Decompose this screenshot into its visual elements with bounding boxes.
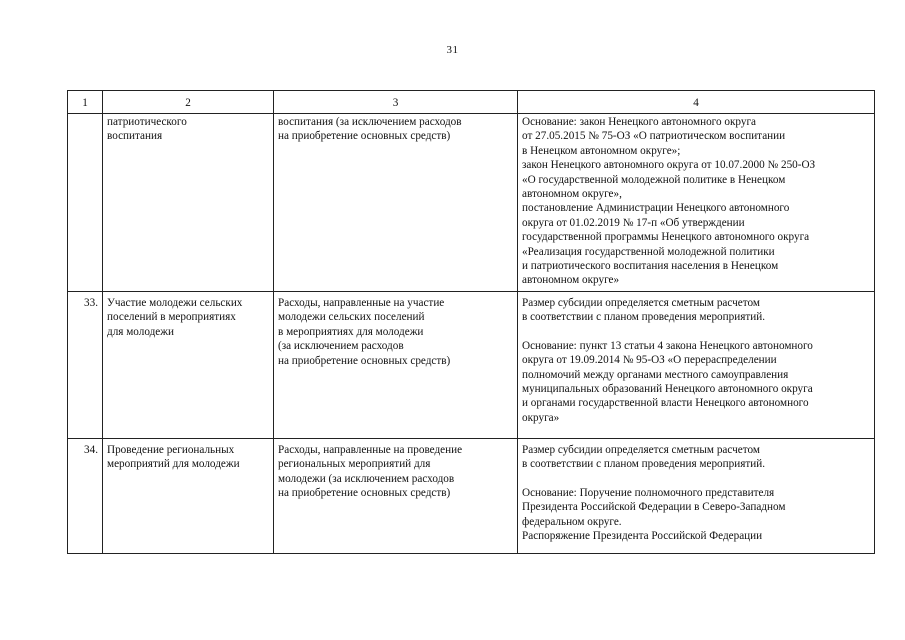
text-line: Основание: пункт 13 статьи 4 закона Ненецкого автономного	[522, 339, 813, 352]
text-line: полномочий между органами местного самоуправления	[522, 368, 789, 381]
text-line: муниципальных образований Ненецкого автономного округа	[522, 383, 813, 396]
expenses-cell	[274, 439, 518, 554]
basis-cell	[518, 439, 875, 554]
text-line: молодежи сельских поселений	[278, 311, 425, 324]
text-line: молодежи (за исключением расходов	[278, 472, 455, 485]
text-line: Расходы, направленные на проведение	[278, 444, 463, 456]
text-line: Размер субсидии определяется сметным расчетом	[522, 444, 760, 456]
text-line: закон Ненецкого автономного округа от 10.07.2000 № 250-ОЗ	[522, 159, 816, 172]
expenses-cell	[274, 292, 518, 439]
activity-name-cell	[103, 114, 274, 292]
text-line: Распоряжение Президента Российской Федерации	[522, 530, 763, 543]
text-line: Основание: Поручение полномочного представителя	[522, 486, 775, 499]
text-line: Расходы, направленные на участие	[278, 297, 445, 309]
text-line: округа»	[522, 411, 560, 424]
text-line: Участие молодежи сельских	[107, 297, 243, 309]
text-line: в соответствии с планом проведения мероприятий.	[522, 458, 766, 471]
text-line: воспитания (за исключением расходов	[278, 116, 462, 128]
text-line: автономном округе»	[522, 274, 620, 287]
text-line: (за исключением расходов	[278, 340, 404, 353]
text-line: и патриотического воспитания населения в Ненецком	[522, 260, 779, 273]
table-header-row	[68, 91, 875, 114]
text-line: постановление Администрации Ненецкого автономного	[522, 202, 790, 215]
text-line: округа от 19.09.2014 № 95-ОЗ «О перераспределении	[522, 354, 777, 367]
column-header-4: 4	[518, 91, 875, 114]
row-number-cell: 34.	[68, 439, 103, 554]
column-header-2: 2	[103, 91, 274, 114]
text-line: для молодежи	[107, 325, 174, 338]
text-line: в соответствии с планом проведения мероприятий.	[522, 311, 766, 324]
text-line: поселений в мероприятиях	[107, 311, 236, 324]
text-line: от 27.05.2015 № 75-ОЗ «О патриотическом воспитании	[522, 130, 786, 143]
expenses-cell	[274, 114, 518, 292]
text-line	[522, 472, 870, 486]
text-line: «Реализация государственной молодежной политики	[522, 245, 775, 258]
subsidy-table	[67, 90, 875, 554]
column-header-3: 3	[274, 91, 518, 114]
table-row	[68, 114, 875, 292]
text-line: федеральном округе.	[522, 515, 622, 528]
text-line: воспитания	[107, 130, 163, 143]
text-line: автономном округе»,	[522, 188, 622, 201]
text-line: на приобретение основных средств)	[278, 354, 451, 367]
basis-cell	[518, 114, 875, 292]
table-row	[68, 292, 875, 439]
text-line: государственной программы Ненецкого автономного округа	[522, 231, 810, 244]
text-line: на приобретение основных средств)	[278, 130, 451, 143]
text-line: на приобретение основных средств)	[278, 487, 451, 500]
text-line: Размер субсидии определяется сметным расчетом	[522, 297, 760, 309]
text-line: мероприятий для молодежи	[107, 458, 240, 471]
text-line: в мероприятиях для молодежи	[278, 325, 424, 338]
text-line: в Ненецком автономном округе»;	[522, 144, 681, 157]
text-line: региональных мероприятий для	[278, 458, 431, 471]
column-header-1: 1	[68, 91, 103, 114]
text-line	[522, 325, 870, 339]
text-line: Проведение региональных	[107, 444, 235, 456]
text-line: Основание: закон Ненецкого автономного округа	[522, 116, 757, 128]
text-line: «О государственной молодежной политике в Ненецком	[522, 173, 786, 186]
text-line: и органами государственной власти Ненецкого автономного	[522, 397, 809, 410]
text-line: округа от 01.02.2019 № 17-п «Об утверждении	[522, 216, 745, 229]
text-line: патриотического	[107, 116, 187, 128]
row-number-cell	[68, 114, 103, 292]
page-number: 31	[446, 44, 459, 56]
text-line: Президента Российской Федерации в Северо-Западном	[522, 501, 786, 514]
basis-cell	[518, 292, 875, 439]
table-row	[68, 439, 875, 554]
activity-name-cell	[103, 292, 274, 439]
activity-name-cell	[103, 439, 274, 554]
row-number-cell: 33.	[68, 292, 103, 439]
